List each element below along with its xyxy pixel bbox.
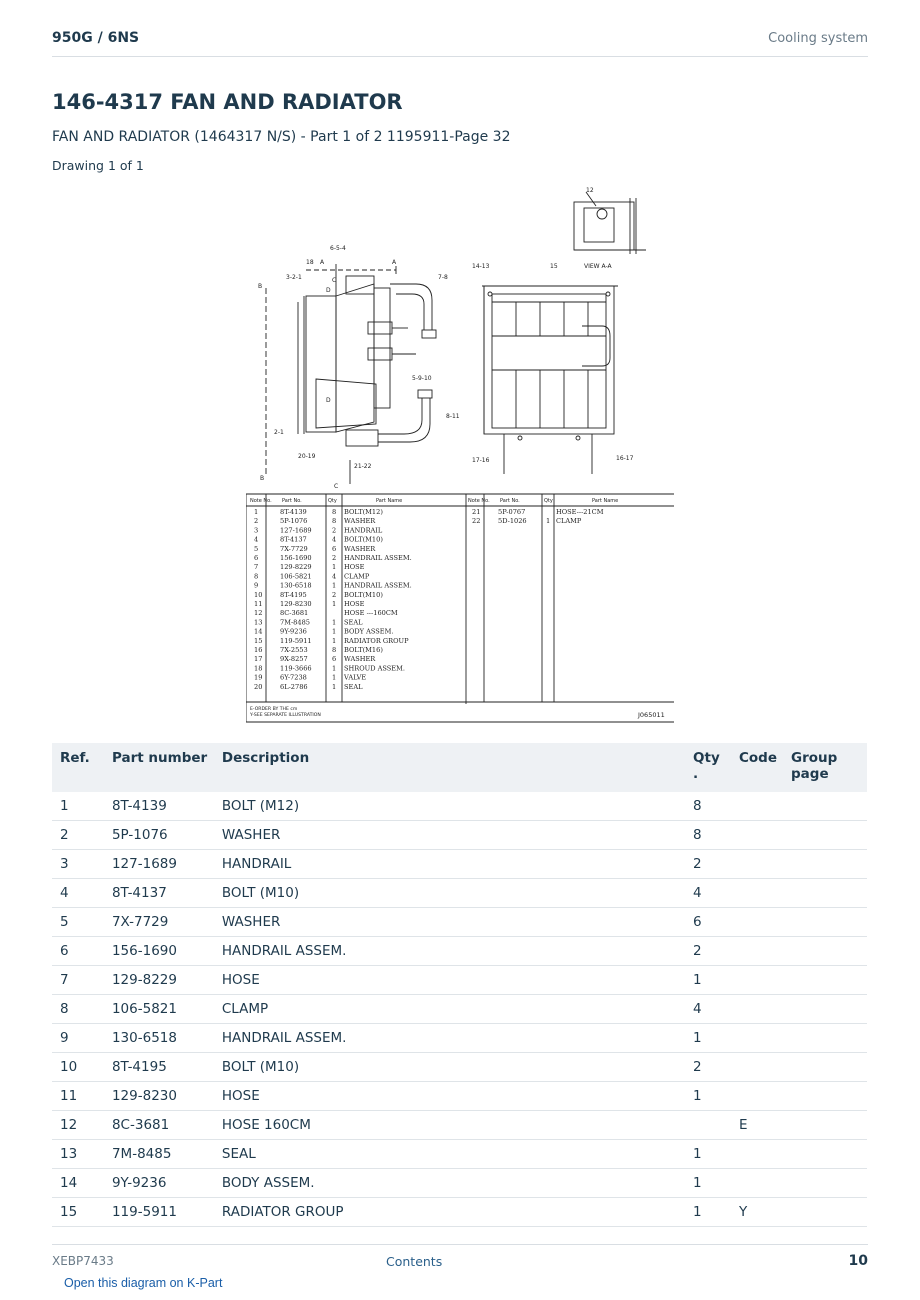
parts-diagram: [246, 184, 674, 724]
legend-cell: 1: [332, 673, 337, 682]
legend-cell: BOLT(M10): [344, 590, 383, 599]
legend-header-part-name: Part Name: [376, 498, 403, 504]
legend-cell: 8T-4137: [280, 535, 307, 544]
legend-cell: WASHER: [344, 655, 376, 664]
cell-group-page: [783, 1082, 867, 1111]
front-view-drawing: [482, 286, 618, 474]
legend-cell: HANDRAIL ASSEM.: [344, 581, 412, 590]
legend-cell: 3: [254, 526, 259, 535]
legend-header-part-name-right: Part Name: [592, 498, 619, 504]
diagram-callout: 15: [550, 263, 558, 270]
cell-ref: 5: [52, 908, 104, 937]
diagram-callout: 3-2-1: [286, 274, 302, 281]
cell-group-page: [783, 821, 867, 850]
legend-cell: 14: [254, 627, 263, 636]
legend-cell: 2: [332, 526, 337, 535]
legend-header-qty-right: Qty: [544, 498, 553, 504]
legend-cell: 12: [254, 609, 263, 618]
legend-cell: 4: [332, 535, 337, 544]
cell-group-page: [783, 966, 867, 995]
legend-cell: 106-5821: [280, 572, 312, 581]
header-qty: [685, 743, 731, 792]
table-header-row: [52, 743, 867, 792]
cell-ref: 14: [52, 1169, 104, 1198]
table-row: [52, 1111, 867, 1140]
cell-qty: 4: [685, 879, 731, 908]
legend-cell: 8: [332, 517, 337, 526]
cell-group-page: [783, 1111, 867, 1140]
diagram-callout: 16-17: [616, 455, 634, 462]
header-code: Code: [731, 743, 783, 792]
table-row: [52, 995, 867, 1024]
legend-cell: BOLT(M16): [344, 646, 383, 654]
cell-description: HANDRAIL ASSEM.: [214, 1024, 685, 1053]
cell-ref: 6: [52, 937, 104, 966]
cell-qty: 1: [685, 1198, 731, 1227]
cell-qty: 8: [685, 821, 731, 850]
legend-cell: 10: [254, 590, 263, 599]
legend-cell: 21: [472, 508, 481, 516]
cell-ref: 13: [52, 1140, 104, 1169]
legend-cell: 6Y-7238: [280, 673, 307, 682]
cell-description: HOSE: [214, 966, 685, 995]
cell-code: [731, 1169, 783, 1198]
cell-group-page: [783, 1140, 867, 1169]
cell-part-number: 9Y-9236: [104, 1169, 214, 1198]
table-row: [52, 937, 867, 966]
legend-cell: 1: [332, 636, 337, 645]
legend-cell: CLAMP: [344, 572, 370, 581]
legend-cell: 119-3666: [280, 664, 312, 673]
cell-description: BOLT (M10): [214, 879, 685, 908]
cell-qty: [685, 1111, 731, 1140]
cell-description: RADIATOR GROUP: [214, 1198, 685, 1227]
diagram-callout: D: [326, 287, 331, 294]
cell-description: HANDRAIL ASSEM.: [214, 937, 685, 966]
cell-part-number: 7X-7729: [104, 908, 214, 937]
legend-cell: HANDRAIL: [344, 526, 383, 535]
cell-code: Y: [731, 1198, 783, 1227]
legend-cell: 8: [254, 572, 259, 581]
drawing-label: Drawing 1 of 1: [52, 158, 144, 173]
table-row: [52, 908, 867, 937]
cell-ref: 3: [52, 850, 104, 879]
legend-cell: 7M-8485: [280, 618, 310, 627]
legend-cell: BODY ASSEM.: [344, 627, 394, 636]
cell-part-number: 156-1690: [104, 937, 214, 966]
diagram-callout: 12: [586, 187, 594, 194]
machine-model: 950G / 6NS: [52, 30, 140, 46]
legend-cell: 8C-3681: [280, 609, 309, 618]
legend-cell: 8: [332, 508, 337, 516]
legend-cell: HOSE: [344, 563, 365, 572]
view-a-a-inset: [574, 192, 646, 254]
diagram-callout: 18: [306, 259, 314, 266]
legend-cell: 7X-2553: [280, 646, 308, 654]
legend-cell: 8T-4139: [280, 508, 307, 516]
legend-cell: 6: [332, 544, 337, 553]
legend-cell: 7X-7729: [280, 544, 308, 553]
cell-code: [731, 879, 783, 908]
legend-cell: 17: [254, 655, 263, 664]
cell-part-number: 7M-8485: [104, 1140, 214, 1169]
cell-code: [731, 937, 783, 966]
cell-qty: 1: [685, 966, 731, 995]
legend-cell: 19: [254, 673, 263, 682]
cell-description: HANDRAIL: [214, 850, 685, 879]
legend-cell: 7: [254, 563, 259, 572]
cell-group-page: [783, 908, 867, 937]
parts-table: [52, 743, 867, 1227]
cell-part-number: 8T-4195: [104, 1053, 214, 1082]
diagram-callout: 2-1: [274, 429, 284, 436]
cell-description: BOLT (M12): [214, 792, 685, 821]
side-view-drawing: [266, 264, 436, 484]
legend-cell: 1: [332, 563, 337, 572]
legend-cell: 15: [254, 636, 263, 645]
legend-cell: 13: [254, 618, 263, 627]
table-row: [52, 1198, 867, 1227]
legend-cell: SHROUD ASSEM.: [344, 664, 405, 673]
cell-qty: 6: [685, 908, 731, 937]
page-number: 10: [848, 1253, 868, 1269]
cell-part-number: 130-6518: [104, 1024, 214, 1053]
legend-cell: 22: [472, 517, 481, 526]
legend-cell: 119-5911: [280, 636, 312, 645]
cell-code: [731, 995, 783, 1024]
header-ref: Ref.: [52, 743, 104, 792]
legend-cell: 2: [254, 517, 259, 526]
legend-cell: 4: [254, 535, 259, 544]
legend-cell: 1: [332, 627, 337, 636]
cell-group-page: [783, 1024, 867, 1053]
cell-qty: 2: [685, 1053, 731, 1082]
page-title: 146-4317 FAN AND RADIATOR: [52, 90, 403, 114]
legend-cell: RADIATOR GROUP: [344, 636, 409, 645]
diagram-callout: VIEW A-A: [584, 263, 612, 270]
legend-cell: 127-1689: [280, 526, 312, 535]
cell-ref: 2: [52, 821, 104, 850]
cell-ref: 12: [52, 1111, 104, 1140]
legend-header-qty: Qty: [328, 498, 337, 504]
cell-code: E: [731, 1111, 783, 1140]
cell-ref: 11: [52, 1082, 104, 1111]
cell-part-number: 8T-4139: [104, 792, 214, 821]
cell-description: WASHER: [214, 821, 685, 850]
table-row: [52, 1140, 867, 1169]
legend-cell: WASHER: [344, 544, 376, 553]
cell-part-number: 129-8229: [104, 966, 214, 995]
diagram-callout: C: [334, 483, 339, 490]
legend-cell: 5P-0767: [498, 508, 526, 516]
cell-group-page: [783, 879, 867, 908]
cell-group-page: [783, 792, 867, 821]
diagram-callout: 14-13: [472, 263, 490, 270]
cell-part-number: 8C-3681: [104, 1111, 214, 1140]
cell-ref: 10: [52, 1053, 104, 1082]
cell-group-page: [783, 1053, 867, 1082]
legend-cell: 129-8230: [280, 600, 312, 608]
legend-cell: 8: [332, 646, 337, 654]
cell-group-page: [783, 1198, 867, 1227]
legend-cell: 1: [332, 600, 337, 608]
cell-description: HOSE 160CM: [214, 1111, 685, 1140]
cell-code: [731, 1053, 783, 1082]
legend-cell: 9: [254, 581, 259, 590]
table-row: [52, 792, 867, 821]
legend-cell: HOSE ---160CM: [344, 609, 398, 618]
header-group-page: Group page: [783, 743, 867, 792]
cell-group-page: [783, 995, 867, 1024]
legend-header-part-no: Part No.: [282, 498, 302, 504]
table-row: [52, 1082, 867, 1111]
cell-qty: 4: [685, 995, 731, 1024]
cell-code: [731, 1140, 783, 1169]
legend-cell: 1: [546, 517, 551, 526]
legend-cell: BOLT(M12): [344, 508, 383, 516]
legend-note-e: E-ORDER BY THE cm: [250, 707, 298, 712]
diagram-callout: 20-19: [298, 453, 316, 460]
legend-cell: 11: [254, 600, 263, 608]
document-id: XEBP7433: [52, 1254, 114, 1268]
legend-cell: VALVE: [344, 673, 367, 682]
page-header: [52, 28, 868, 57]
kpart-link[interactable]: Open this diagram on K-Part: [64, 1276, 223, 1290]
legend-cell: 6: [254, 554, 259, 562]
legend-cell: 1: [332, 682, 337, 691]
table-row: [52, 1169, 867, 1198]
diagram-callout: C: [332, 277, 337, 284]
cell-code: [731, 908, 783, 937]
legend-cell: 6: [332, 655, 337, 664]
legend-cell: WASHER: [344, 517, 376, 526]
cell-qty: 2: [685, 937, 731, 966]
table-row: [52, 1024, 867, 1053]
legend-header-note: Note No.: [250, 498, 272, 504]
diagram-callout: A: [320, 259, 325, 266]
cell-part-number: 5P-1076: [104, 821, 214, 850]
diagram-callout: B: [258, 283, 263, 290]
diagram-callout: 21-22: [354, 463, 372, 470]
legend-cell: HANDRAIL ASSEM.: [344, 554, 412, 562]
table-row: [52, 966, 867, 995]
legend-cell: 130-6518: [280, 581, 312, 590]
cell-group-page: [783, 937, 867, 966]
legend-cell: 8T-4195: [280, 590, 307, 599]
header-qty-text: Qty .: [693, 750, 720, 782]
diagram-callout: 7-8: [438, 274, 448, 281]
legend-cell: 9X-8257: [280, 655, 308, 664]
legend-cell: CLAMP: [556, 517, 582, 526]
legend-cell: HOSE---21CM: [556, 508, 604, 516]
legend-cell: SEAL: [344, 618, 363, 627]
diagram-callout: A: [392, 259, 397, 266]
legend-cell: 2: [332, 554, 337, 562]
legend-cell: 5P-1076: [280, 517, 308, 526]
cell-description: CLAMP: [214, 995, 685, 1024]
legend-header-note-right: Note No.: [468, 498, 490, 504]
table-row: [52, 850, 867, 879]
legend-cell: SEAL: [344, 682, 363, 691]
cell-ref: 15: [52, 1198, 104, 1227]
cell-qty: 1: [685, 1169, 731, 1198]
legend-cell: 1: [332, 581, 337, 590]
cell-ref: 8: [52, 995, 104, 1024]
legend-cell: 6L-2786: [280, 682, 308, 691]
cell-code: [731, 1082, 783, 1111]
table-row: [52, 1053, 867, 1082]
legend-cell: 20: [254, 682, 263, 691]
legend-cell: 18: [254, 664, 263, 673]
table-row: [52, 879, 867, 908]
cell-ref: 9: [52, 1024, 104, 1053]
legend-cell: 2: [332, 590, 337, 599]
legend-header-part-no-right: Part No.: [500, 498, 520, 504]
legend-cell: HOSE: [344, 600, 365, 608]
cell-description: HOSE: [214, 1082, 685, 1111]
section-name: Cooling system: [768, 31, 868, 46]
legend-cell: BOLT(M10): [344, 535, 383, 544]
contents-link[interactable]: Contents: [386, 1254, 443, 1269]
cell-part-number: 119-5911: [104, 1198, 214, 1227]
cell-group-page: [783, 1169, 867, 1198]
cell-code: [731, 850, 783, 879]
cell-part-number: 127-1689: [104, 850, 214, 879]
cell-code: [731, 966, 783, 995]
cell-qty: 2: [685, 850, 731, 879]
cell-ref: 7: [52, 966, 104, 995]
legend-cell: 4: [332, 572, 337, 581]
legend-cell: 5D-1026: [498, 517, 527, 526]
diagram-callout: 8-11: [446, 413, 460, 420]
diagram-callout: 5-9-10: [412, 375, 432, 382]
diagram-callout: 17-16: [472, 457, 490, 464]
diagram-callout: D: [326, 397, 331, 404]
page-footer: [52, 1244, 868, 1275]
header-part-number: Part number: [104, 743, 214, 792]
page-subtitle: FAN AND RADIATOR (1464317 N/S) - Part 1 of 2 1195911-Page 32: [52, 129, 511, 145]
cell-ref: 1: [52, 792, 104, 821]
legend-cell: 5: [254, 544, 259, 553]
legend-cell: 156-1690: [280, 554, 312, 562]
cell-part-number: 106-5821: [104, 995, 214, 1024]
cell-qty: 8: [685, 792, 731, 821]
header-description: Description: [214, 743, 685, 792]
legend-note-y: Y-SEE SEPARATE ILLUSTRATION: [250, 713, 321, 718]
cell-group-page: [783, 850, 867, 879]
diagram-callout: B: [260, 475, 265, 482]
cell-ref: 4: [52, 879, 104, 908]
table-row: [52, 821, 867, 850]
cell-qty: 1: [685, 1082, 731, 1111]
cell-part-number: 129-8230: [104, 1082, 214, 1111]
cell-code: [731, 1024, 783, 1053]
legend-cell: 1: [332, 618, 337, 627]
cell-qty: 1: [685, 1024, 731, 1053]
cell-code: [731, 792, 783, 821]
legend-cell: 1: [332, 664, 337, 673]
diagram-callout: 6-5-4: [330, 245, 346, 252]
legend-cell: 9Y-9236: [280, 627, 307, 636]
cell-code: [731, 821, 783, 850]
legend-cell: 1: [254, 508, 259, 516]
legend-cell: 129-8229: [280, 563, 312, 572]
cell-description: BOLT (M10): [214, 1053, 685, 1082]
legend-cell: 16: [254, 646, 263, 654]
cell-part-number: 8T-4137: [104, 879, 214, 908]
cell-description: BODY ASSEM.: [214, 1169, 685, 1198]
cell-description: WASHER: [214, 908, 685, 937]
cell-qty: 1: [685, 1140, 731, 1169]
cell-description: SEAL: [214, 1140, 685, 1169]
drawing-id: J065011: [638, 711, 665, 719]
